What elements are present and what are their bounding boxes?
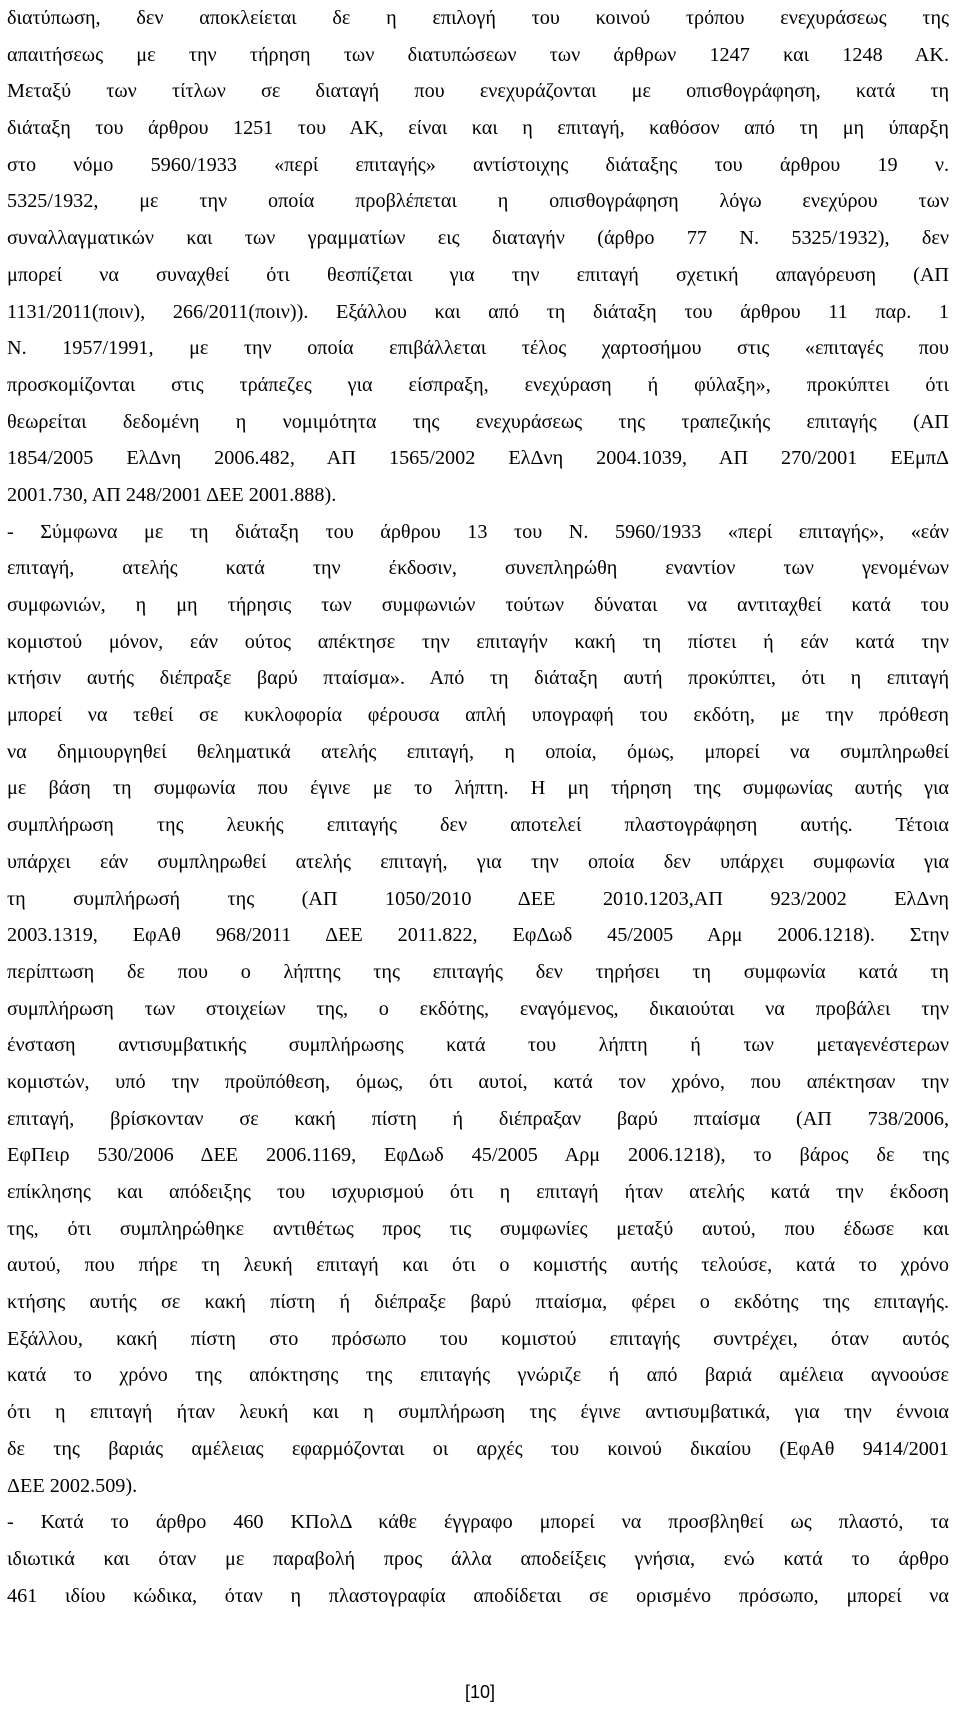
text-line: προσκομίζονται στις τράπεζες για είσπραξη, ενεχύραση ή φύλαξη», προκύπτει ότι [7, 373, 949, 396]
text-line: συμπλήρωση της λευκής επιταγής δεν αποτελεί πλαστογράφηση αυτής. Τέτοια [7, 814, 949, 837]
text-line: ΔΕΕ 2002.509). [7, 1474, 138, 1497]
text-line: κτήσης αυτής σε κακή πίστη ή διέπραξε βαρύ πταίσμα, φέρει ο εκδότης της επιταγής. [7, 1291, 949, 1314]
page-number: [10] [464, 1682, 496, 1702]
text-line: διάταξη του άρθρου 1251 του ΑΚ, είναι και η επιταγή, καθόσον από τη μη ύπαρξη [7, 117, 949, 140]
text-line: υπάρχει εάν συμπληρωθεί ατελής επιταγή, για την οποία δεν υπάρχει συμφωνία για [7, 850, 949, 873]
text-line: συμπλήρωση των στοιχείων της, ο εκδότης, εναγόμενος, δικαιούται να προβάλει την [7, 997, 949, 1020]
text-line: Εξάλλου, κακή πίστη στο πρόσωπο του κομιστού επιταγής συντρέχει, όταν αυτός [7, 1327, 949, 1350]
text-line: 1131/2011(ποιν), 266/2011(ποιν)). Εξάλλου και από τη διάταξη του άρθρου 11 παρ. 1 [7, 300, 949, 323]
text-line: απαιτήσεως με την τήρηση των διατυπώσεων των άρθρων 1247 και 1248 ΑΚ. [7, 43, 949, 66]
text-line: αυτού, που πήρε τη λευκή επιταγή και ότι ο κομιστής αυτής τελούσε, κατά το χρόνο [7, 1254, 949, 1277]
text-line: 461 ιδίου κώδικα, όταν η πλαστογραφία αποδίδεται σε ορισμένο πρόσωπο, μπορεί να [7, 1584, 949, 1607]
text-line: της, ότι συμπληρώθηκε αντιθέτως προς τις συμφωνίες μεταξύ αυτού, που έδωσε και [7, 1217, 949, 1240]
text-line: να δημιουργηθεί θεληματικά ατελής επιταγή, η οποία, όμως, μπορεί να συμπληρωθεί [7, 740, 949, 763]
text-line: μπορεί να συναχθεί ότι θεσπίζεται για την επιταγή σχετική απαγόρευση (ΑΠ [7, 263, 949, 286]
text-line: δε της βαριάς αμέλειας εφαρμόζονται οι αρχές του κοινού δικαίου (ΕφΑθ 9414/2001 [7, 1437, 949, 1460]
text-line: 1854/2005 ΕλΔνη 2006.482, ΑΠ 1565/2002 ΕλΔνη 2004.1039, ΑΠ 270/2001 ΕΕμπΔ [7, 447, 949, 470]
text-line: συναλλαγματικών και των γραμματίων εις διαταγήν (άρθρο 77 Ν. 5325/1932), δεν [7, 227, 949, 250]
text-line: περίπτωση δε που ο λήπτης της επιταγής δεν τηρήσει τη συμφωνία κατά τη [7, 960, 949, 983]
text-line: κτήσιν αυτής διέπραξε βαρύ πταίσμα». Από τη διάταξη αυτή προκύπτει, ότι η επιταγή [7, 667, 949, 690]
text-line: στο νόμο 5960/1933 «περί επιταγής» αντίστοιχης διάταξης του άρθρου 19 ν. [7, 153, 949, 176]
text-line: κομιστών, υπό την προϋπόθεση, όμως, ότι αυτοί, κατά τον χρόνο, που απέκτησαν την [7, 1070, 949, 1093]
text-line: Μεταξύ των τίτλων σε διαταγή που ενεχυράζονται με οπισθογράφηση, κατά τη [7, 80, 949, 103]
text-line: - Κατά το άρθρο 460 ΚΠολΔ κάθε έγγραφο μπορεί να προσβληθεί ως πλαστό, τα [7, 1511, 949, 1534]
text-line: Ν. 1957/1991, με την οποία επιβάλλεται τέλος χαρτοσήμου στις «επιταγές που [7, 337, 949, 360]
text-line: μπορεί να τεθεί σε κυκλοφορία φέρουσα απλή υπογραφή του εκδότη, με την πρόθεση [7, 704, 949, 727]
text-line: 2001.730, ΑΠ 248/2001 ΔΕΕ 2001.888). [7, 483, 337, 506]
text-line: συμφωνιών, η μη τήρησις των συμφωνιών τούτων δύναται να αντιταχθεί κατά του [7, 594, 949, 616]
text-line: 2003.1319, ΕφΑθ 968/2011 ΔΕΕ 2011.822, ΕφΔωδ 45/2005 Αρμ 2006.1218). Στην [7, 924, 949, 947]
text-line: επιταγή, ατελής κατά την έκδοσιν, συνεπληρώθη εναντίον των γενομένων [7, 557, 949, 580]
text-line: διατύπωση, δεν αποκλείεται δε η επιλογή του κοινού τρόπου ενεχυράσεως της [7, 7, 949, 29]
text-line: κατά το χρόνο της απόκτησης της επιταγής γνώριζε ή από βαριά αμέλεια αγνοούσε [7, 1364, 949, 1387]
text-line: ιδιωτικά και όταν με παραβολή προς άλλα αποδείξεις γνήσια, ενώ κατά το άρθρο [7, 1547, 949, 1570]
body-text [7, 0, 949, 1614]
text-line: επιταγή, βρίσκονταν σε κακή πίστη ή διέπραξαν βαρύ πταίσμα (ΑΠ 738/2006, [7, 1107, 949, 1130]
text-line: θεωρείται δεδομένη η νομιμότητα της ενεχυράσεως της τραπεζικής επιταγής (ΑΠ [7, 410, 949, 433]
text-line: κομιστού μόνον, εάν ούτος απέκτησε την επιταγήν κακή τη πίστει ή εάν κατά την [7, 630, 949, 653]
text-line: - Σύμφωνα με τη διάταξη του άρθρου 13 του Ν. 5960/1933 «περί επιταγής», «εάν [7, 520, 949, 543]
text-line: ένσταση αντισυμβατικής συμπλήρωσης κατά του λήπτη ή των μεταγενέστερων [7, 1034, 949, 1057]
text-line: 5325/1932, με την οποία προβλέπεται η οπισθογράφηση λόγω ενεχύρου των [7, 190, 949, 213]
text-line: ΕφΠειρ 530/2006 ΔΕΕ 2006.1169, ΕφΔωδ 45/2005 Αρμ 2006.1218), το βάρος δε της [7, 1144, 949, 1167]
text-line: ότι η επιταγή ήταν λευκή και η συμπλήρωση της έγινε αντισυμβατικά, για την έννοια [7, 1401, 949, 1424]
text-line: τη συμπλήρωσή της (ΑΠ 1050/2010 ΔΕΕ 2010.1203,ΑΠ 923/2002 ΕλΔνη [7, 887, 949, 910]
text-line: με βάση τη συμφωνία που έγινε με το λήπτη. Η μη τήρηση της συμφωνίας αυτής για [7, 777, 949, 800]
text-line: επίκλησης και απόδειξης του ισχυρισμού ότι η επιταγή ήταν ατελής κατά την έκδοση [7, 1181, 949, 1203]
